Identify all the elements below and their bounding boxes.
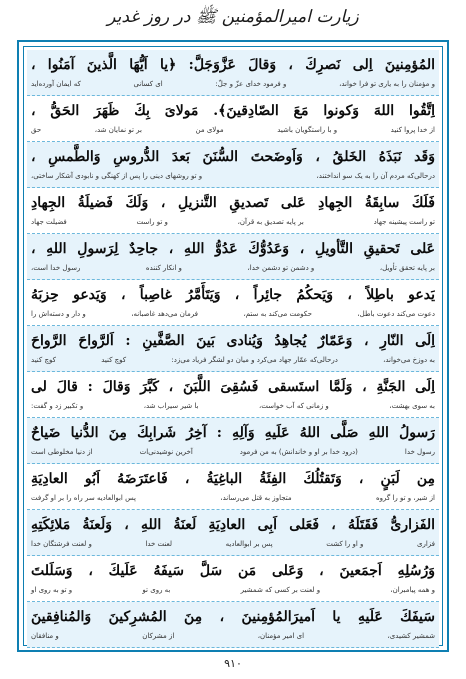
translation-segment: مولای من [195,126,224,134]
translation-segment: که ایمان آورده‌اید [31,80,81,88]
translation-segment: فزاری [416,540,435,548]
arabic-text: وَرُسُلِهِ اَجمَعينَ ، وَعَلى مَن سَلَّ سَيفَهُ عَلَيكَ ، وَسَلَلتَ [31,563,435,579]
persian-translation [31,124,435,136]
arabic-text: عَلى تَحقيقِ التَّأويلِ ، وَعَدُوُّكَ عَدُوُّ اللهِ ، جاحِدٌ لِرَسولِ اللهِ ، [31,241,435,257]
translation-segment: متجاوز به قتل می‌رساند، [220,494,292,502]
verse-lines [27,50,439,642]
arabic-text: فَلَكَ سابِقَةُ الجِهادِ عَلى تَصديقِ التَّنزيلِ ، وَلَكَ فَضيلَةُ الجِهادِ [31,195,435,211]
translation-segment: و دار و دسته‌اش را [31,310,86,318]
verse-line [27,326,439,372]
translation-segment: و زمانی که آب خواست، [258,402,329,410]
translation-segment: فضیلت جهاد [31,218,67,226]
arabic-text: اِتَّقُوا اللهَ وَكونوا مَعَ الصّادِقينَ﴾. مَولاىَ بِكَ ظَهَرَ الحَقُّ ، [31,103,435,119]
translation-segment: ای کسانی [133,80,163,88]
verse-line [27,602,439,648]
translation-segment: و دشمن تو دشمن خدا، [247,264,315,272]
verse-line [27,510,439,556]
persian-translation [31,584,435,596]
translation-segment: و مؤمنان را به یاری تو فرا خواند، [339,80,435,88]
persian-translation [31,216,435,228]
translation-segment: رسول خدا است، [31,264,81,272]
translation-segment: رسول خدا [404,448,435,456]
translation-segment: و تو به روی او [31,586,73,594]
translation-segment: کوچ کنید [31,356,56,364]
translation-segment: آخرین نوشیدنی‌ات [139,448,193,456]
arabic-text: مِن لَبَنٍ ، وَتَقتُلُكَ الفِئَةُ الباغِيَةُ ، فَاعتَرَضَهُ اَبُو العادِيَةِ [31,471,435,487]
translation-segment: و لعنت فرشتگان خدا [31,540,92,548]
persian-translation [31,308,435,320]
translation-segment: درحالی‌که مردم آن را به یک سو انداختند، [316,172,435,180]
arabic-text: اِلَى النّارِ ، وَعَمّارٌ يُجاهِدُ وَيُنادى بَينَ الصَّفَّينِ : اَلرَّواحَ الرَّواحَ [31,333,435,349]
arabic-text: سَيفَكَ عَلَيهِ يا اَميرَالمُؤمِنينَ ، مِنَ المُشرِكينَ وَالمُنافِقينَ [31,609,435,625]
translation-segment: تو راست پیشینه جهاد [373,218,435,226]
translation-segment: و منافقان [31,632,59,640]
translation-segment: از خدا پروا کنید [390,126,435,134]
persian-translation [31,538,435,550]
translation-segment: و همه پیامبران، [390,586,435,594]
persian-translation [31,492,435,504]
translation-segment: از شیر، و تو را گروه [375,494,435,502]
persian-translation [31,354,435,366]
translation-segment: حکومت می‌کند به ستم، [243,310,312,318]
translation-segment: و تو راست [136,218,168,226]
translation-segment: و تکبیر زد و گفت: [31,402,84,410]
translation-segment: شمشیر کشیدی، [387,632,435,640]
translation-segment: با شیر سیراب شد، [143,402,199,410]
page-title: زیارت امیرالمؤمنین ﷺ در روز غدیر [107,7,359,27]
translation-segment: و انکار کننده [145,264,182,272]
translation-segment: درحالی‌که عمّار جهاد می‌کرد و میان دو لشگر فریاد می‌زد: [171,356,338,364]
translation-segment: دعوت می‌کند دعوت باطل، [357,310,435,318]
translation-segment: و با راستگویان باشید [277,126,338,134]
translation-segment: و فرمود خدای عزّ و جلّ: [215,80,287,88]
arabic-text: المُؤمِنينَ اِلى نَصرِكَ ، وَقالَ عَزَّوَجَلَّ: ﴿يا اَيُّهَا الَّذينَ آمَنُوا ، [31,57,435,73]
translation-segment: بر پایه تحقق تأویل، [379,264,435,272]
verse-line [27,234,439,280]
arabic-text: رَسولُ اللهِ صَلَّى اللهُ عَلَيهِ وَآلِهِ : آخِرُ شَرابِكَ مِنَ الدُّنيا ضَياحٌ [31,425,435,441]
translation-segment: به روی تو [142,586,171,594]
arabic-text: اِلَى الجَنَّةِ ، وَلَمَّا استَسقى فَسُقِىَ اللَّبَنَ ، كَبَّرَ وَقالَ : قالَ لى [31,379,435,395]
translation-segment: لعنت خدا [145,540,173,548]
translation-segment: و لعنت بر کسی که شمشیر [240,586,321,594]
persian-translation [31,630,435,642]
verse-line [27,188,439,234]
translation-segment: کوچ کنید [101,356,127,364]
verse-line [27,280,439,326]
verse-line [27,464,439,510]
translation-segment: به دوزخ می‌خواند، [383,356,435,364]
text-frame [17,40,449,652]
arabic-text: وَقَد نَبَذَهُ الخَلقُ ، وَاَوضَحتَ السُّنَنَ بَعدَ الدُّروسِ وَالطَّمسِ ، [31,149,435,165]
verse-line [27,50,439,96]
translation-segment: فرمان می‌دهد غاصبانه، [131,310,198,318]
translation-segment: حق [31,126,42,134]
translation-segment: بر تو نمایان شد، [94,126,142,134]
verse-line [27,556,439,602]
verse-line [27,418,439,464]
verse-line [27,372,439,418]
translation-segment: و تو روشهای دینی را پس از کهنگی و نابودی آشکار ساختی، [31,172,203,180]
translation-segment: و او را کشت [326,540,364,548]
page-number: ۹۱۰ [224,657,242,670]
translation-segment: (درود خدا بر او و خاندانش) به من فرمود [239,448,358,456]
translation-segment: از مشرکان [142,632,175,640]
verse-line [27,142,439,188]
translation-segment: از دنیا مخلوطی است [31,448,93,456]
translation-segment: ای امیر مؤمنان، [257,632,305,640]
persian-translation [31,400,435,412]
translation-segment: بر پایه تصدیق به قرآن، [237,218,304,226]
persian-translation [31,262,435,274]
translation-segment: به سوی بهشت، [389,402,435,410]
arabic-text: يَدعو باطِلاً ، وَيَحكُمُ جائِراً ، وَيَتَأَمَّرُ غاصِباً ، وَيَدعو حِزبَهُ [31,287,435,303]
persian-translation [31,170,435,182]
arabic-text: الفَزارىُّ فَقَتَلَهُ ، فَعَلى اَبِى العادِيَةِ لَعنَةُ اللهِ ، وَلَعنَةُ مَلائِكَتِهِ [31,517,435,533]
verse-line [27,96,439,142]
persian-translation [31,446,435,458]
translation-segment: پس بر ابوالعادیه [225,540,273,548]
translation-segment: پس ابوالعادیه سر راه را بر او گرفت [31,494,136,502]
persian-translation [31,78,435,90]
